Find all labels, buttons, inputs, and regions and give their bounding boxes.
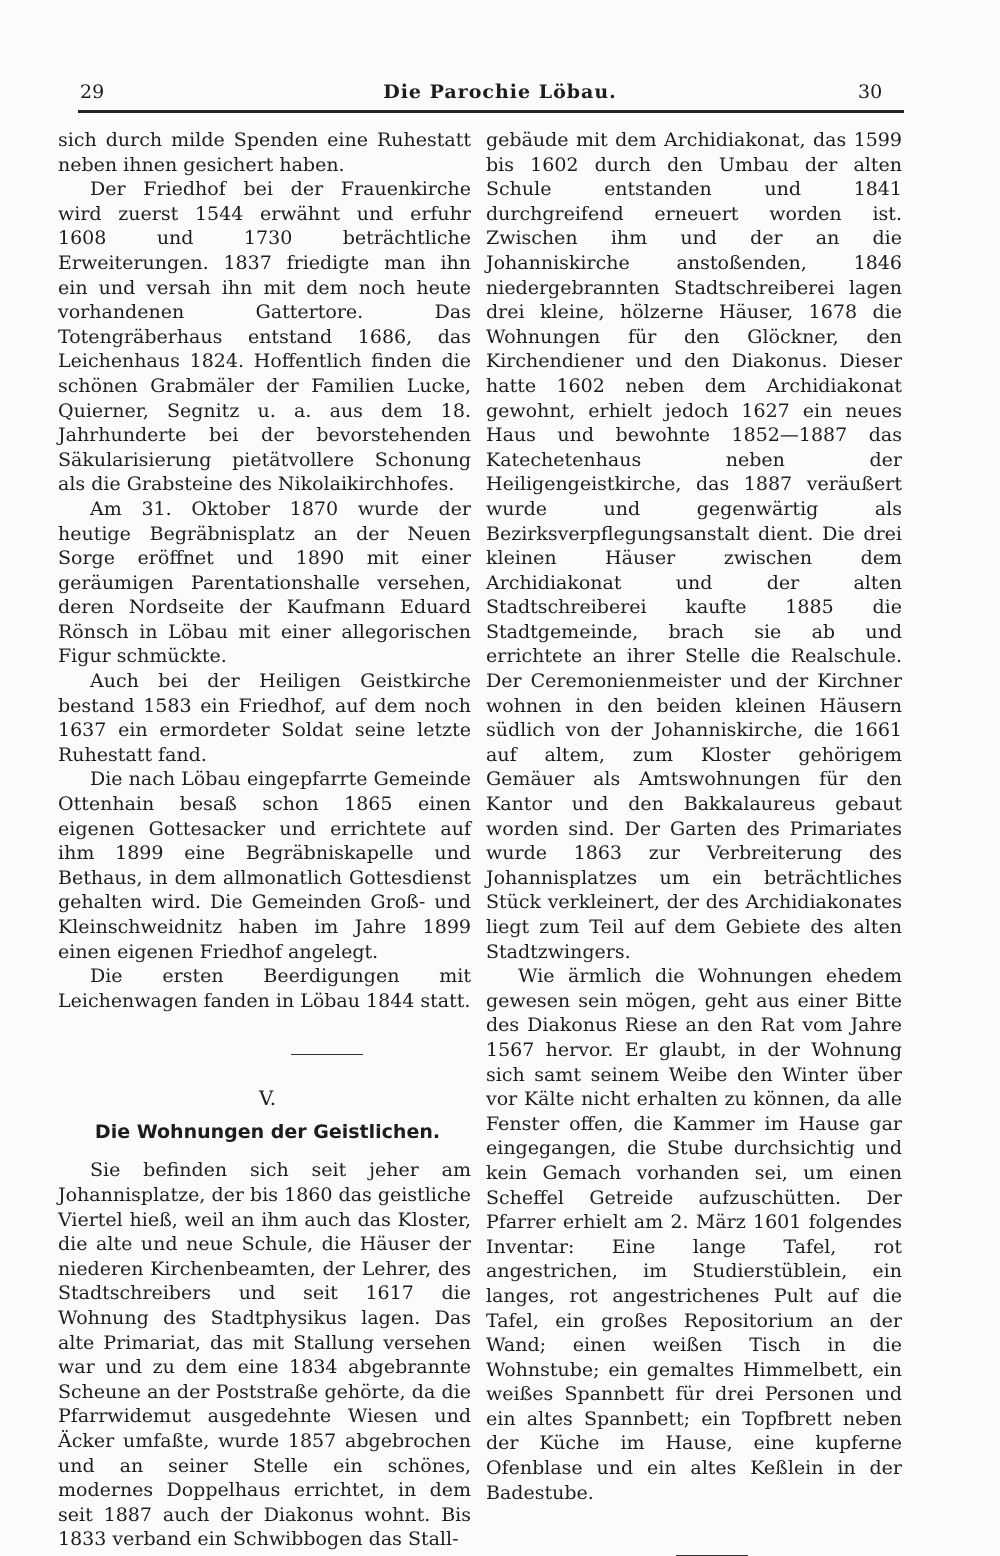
section-divider [291, 1054, 363, 1055]
paragraph: Die ersten Beerdigungen mit Leichenwagen fanden in Löbau 1844 statt. [58, 965, 471, 1012]
right-column [486, 128, 902, 1556]
paragraph: gebäude mit dem Archidiakonat, das 1599 bis 1602 durch den Umbau der alten Schule entstanden und 1841 durchgreifend erneuert worden ist. Zwischen ihm und der an die Johanniskirche anstoßenden, 1846 niedergebrannten Stadtschreiberei lagen drei kleine, hölzerne Häuser, 1678 die Wohnungen für den Glöckner, den Kirchendiener und den Diakonus. Dieser hatte 1602 neben dem Archidiakonat gewohnt, erhielt jedoch 1627 ein neues Haus und bewohnte 1852—1887 das Katechetenhaus neben der Heiligengeistkirche, das 1887 veräußert wurde und gegenwärtig als Bezirksverpflegungsanstalt dient. Die drei kleinen Häuser zwischen dem Archidiakonat und der alten Stadtschreiberei kaufte 1885 die Stadtgemeinde, brach sie ab und errichtete an ihrer Stelle die Realschule. Der Ceremonienmeister und der Kirchner wohnen in den beiden kleinen Häusern südlich von der Johanniskirche, die 1661 auf altem, zum Kloster gehörigem Gemäuer als Amtswohnungen für den Kantor und den Bakkalaureus gebaut worden sind. Der Garten des Primariates wurde 1863 zur Verbreiterung des Johannisplatzes um ein beträchtliches Stück verkleinert, der des Archidiakonates liegt zum Teil auf dem Gebiete des alten Stadtzwingers. [486, 129, 902, 963]
running-title: Die Parochie Löbau. [383, 81, 617, 103]
paragraph: Die nach Löbau eingepfarrte Gemeinde Ottenhain besaß schon 1865 einen eigenen Gottesacker und errichtete auf ihm 1899 eine Begräbniskapelle und Bethaus, in dem allmonatlich Gottesdienst gehalten wird. Die Gemeinden Groß- und Kleinschweidnitz haben im Jahre 1899 einen eigenen Friedhof angelegt. [58, 768, 471, 963]
page-number-left: 29 [80, 81, 105, 103]
section-number: V. [258, 1086, 277, 1111]
paragraph: Sie befinden sich seit jeher am Johannisplatze, der bis 1860 das geistliche Viertel hieß, weil an ihm auch das Kloster, die alte und neue Schule, die Häuser der niederen Kirchenbeamten, der Lehrer, des Stadtschreibers und seit 1617 die Wohnung des Stadtphysikus lagen. Das alte Primariat, das mit Stallung versehen war und zu dem eine 1834 abgebrannte Scheune an der Poststraße gehörte, da die Pfarrwidemut ausgedehnte Wiesen und Äcker umfaßte, wurde 1857 abgebrochen und an seiner Stelle ein schönes, modernes Doppelhaus errichtet, in dem seit 1887 auch der Diakonus wohnt. Bis 1833 verband ein Schwibbogen das Stall- [58, 1159, 471, 1551]
paragraph: sich durch milde Spenden eine Ruhestatt neben ihnen gesichert haben. [58, 129, 471, 176]
paragraph: Auch bei der Heiligen Geistkirche bestand 1583 ein Friedhof, auf dem noch 1637 ein ermordeter Soldat seine letzte Ruhestatt fand. [58, 670, 471, 766]
section-title: Die Wohnungen der Geistlichen. [94, 1121, 441, 1144]
page-number-right: 30 [858, 81, 883, 103]
left-column [58, 128, 471, 1552]
paragraph: Der Friedhof bei der Frauenkirche wird zuerst 1544 erwähnt und erfuhr 1608 und 1730 beträchtliche Erweiterungen. 1837 friedigte man ihn ein und versah ihn mit dem noch heute vorhandenen Gattertore. Das Totengräberhaus entstand 1686, das Leichenhaus 1824. Hoffentlich finden die schönen Grabmäler der Familien Lucke, Quierner, Segnitz u. a. aus dem 18. Jahrhunderte bei der bevorstehenden Säkularisierung pietätvollere Schonung als die Grabsteine des Nikolaikirchhofes. [58, 178, 471, 496]
paragraph: Am 31. Oktober 1870 wurde der heutige Begräbnisplatz an der Neuen Sorge eröffnet und 1890 mit einer geräumigen Parentationshalle versehen, deren Nordseite der Kaufmann Eduard Rönsch in Löbau mit einer allegorischen Figur schmückte. [58, 497, 471, 668]
header-rule [78, 110, 904, 113]
paragraph: Wie ärmlich die Wohnungen ehedem gewesen sein mögen, geht aus einer Bitte des Diakonus Riese an den Rat vom Jahre 1567 hervor. Er glaubt, in der Wohnung sich samt seinem Weibe den Winter über vor Kälte nicht erhalten zu können, da alle Fenster offen, die Kammer im Hause gar eingegangen, die Stube durchsichtig und kein Gemach vorhanden sei, um einen Scheffel Getreide aufzuschütten. Der Pfarrer erhielt am 2. März 1601 folgendes Inventar: Eine lange Tafel, rot angestrichen, im Studierstüblein, ein langes, rot angestrichenes Pult auf die Tafel, ein großes Repositorium an der Wand; einen weißen Tisch in die Wohnstube; ein gemaltes Himmelbett, ein weißes Spannbett für drei Personen und ein altes Spannbett; ein Topfbrett neben der Küche im Hause, eine kupferne Ofenblase und ein altes Keßlein in der Badestube. [486, 965, 902, 1504]
